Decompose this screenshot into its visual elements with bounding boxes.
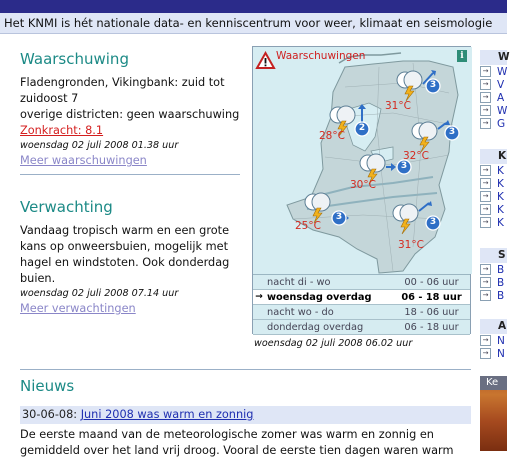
period-row[interactable] [253, 320, 470, 335]
temperature-label: 31°C [385, 100, 411, 112]
divider [20, 369, 471, 370]
sidebar-section [480, 149, 507, 229]
arrow-box-icon: → [480, 178, 491, 189]
wind-force-label: 3 [335, 212, 343, 222]
map-timestamp: woensdag 02 juli 2008 06.02 uur [254, 338, 413, 349]
warning-triangle-icon [256, 52, 275, 69]
temperature-label: 28°C [319, 130, 345, 142]
temperature-label: 25°C [295, 220, 321, 232]
arrow-box-icon: → [480, 217, 491, 228]
warnings-heading: Waarschuwing [20, 50, 129, 68]
top-bar [0, 0, 507, 13]
warnings-other: overige districten: geen waarschuwing [20, 108, 240, 121]
period-row[interactable] [253, 275, 470, 290]
warnings-text: Fladengronden, Vikingbank: zuid tot zuidoost 7 [20, 76, 225, 105]
period-time: 18 - 06 uur [404, 306, 459, 318]
sidebar-link[interactable]: → G [480, 117, 507, 130]
wind-force-label: 3 [429, 80, 437, 90]
temperature-label: 32°C [403, 150, 429, 162]
period-name: donderdag overdag [267, 321, 364, 333]
arrow-box-icon: → [480, 105, 491, 116]
arrow-box-icon: → [480, 79, 491, 90]
sidebar-link[interactable]: → A [480, 91, 507, 104]
sidebar-section [480, 248, 507, 302]
wind-force-label: 3 [429, 217, 437, 227]
sidebar-link[interactable]: → V [480, 78, 507, 91]
temperature-label: 31°C [398, 239, 424, 251]
sidebar-link[interactable]: → K [480, 177, 507, 190]
promo-caption: Ke [480, 376, 507, 390]
site-tagline: Het KNMI is hét nationale data- en kenniscentrum voor weer, klimaat en seismologie [0, 13, 507, 34]
news-date: 30-06-08: [22, 408, 78, 421]
arrow-box-icon: → [480, 264, 491, 275]
news-item-header [20, 406, 471, 424]
forecast-section [20, 198, 242, 317]
sidebar-link[interactable]: → N [480, 334, 507, 347]
thunderstorm-icon [393, 68, 451, 102]
arrow-box-icon: → [480, 348, 491, 359]
selected-arrow-icon: → [255, 292, 263, 302]
sidebar-promo-image[interactable] [480, 376, 507, 451]
wind-force-label: 2 [358, 123, 366, 133]
sidebar-link[interactable]: → W [480, 65, 507, 78]
forecast-period-list [253, 274, 470, 335]
more-forecasts-link[interactable]: Meer verwachtingen [20, 302, 136, 315]
news-link[interactable]: Juni 2008 was warm en zonnig [80, 408, 254, 421]
sidebar-heading: W [480, 50, 507, 65]
thunderstorm-icon [408, 119, 468, 153]
temperature-label: 30°C [350, 179, 376, 191]
sidebar-link[interactable]: → K [480, 216, 507, 229]
info-icon[interactable]: i [457, 50, 467, 62]
period-time: 00 - 06 uur [404, 276, 459, 288]
map-warnings-label: Waarschuwingen [276, 50, 366, 62]
warnings-timestamp: woensdag 02 juli 2008 01.38 uur [20, 140, 179, 151]
sidebar-heading: S [480, 248, 507, 263]
period-name: nacht wo - do [267, 306, 334, 318]
period-name: woensdag overdag [267, 291, 372, 303]
news-heading: Nieuws [20, 377, 75, 395]
sidebar-section [480, 319, 507, 360]
sidebar-section [480, 50, 510, 130]
arrow-box-icon: → [480, 165, 491, 176]
sidebar-heading: K [480, 149, 507, 164]
sidebar-link[interactable]: → W [480, 104, 507, 117]
period-name: nacht di - wo [267, 276, 331, 288]
sidebar-link[interactable]: → B [480, 263, 507, 276]
sidebar-link[interactable]: → K [480, 190, 507, 203]
arrow-box-icon: → [480, 290, 491, 301]
forecast-timestamp: woensdag 02 juli 2008 07.14 uur [20, 288, 179, 299]
arrow-box-icon: → [480, 191, 491, 202]
arrow-box-icon: → [480, 335, 491, 346]
sidebar-heading: A [480, 319, 507, 334]
uv-alert-link[interactable]: Zonkracht: 8.1 [20, 124, 104, 137]
sidebar-link[interactable]: → K [480, 203, 507, 216]
period-time: 06 - 18 uur [404, 321, 459, 333]
divider [20, 174, 240, 175]
sidebar-link[interactable]: → K [480, 164, 507, 177]
wind-force-label: 3 [400, 161, 408, 171]
sidebar-link[interactable]: → B [480, 276, 507, 289]
sidebar-link[interactable]: → B [480, 289, 507, 302]
arrow-box-icon: → [480, 118, 491, 129]
news-text: De eerste maand van de meteorologische zomer was warm en zonnig en gemiddeld over het land vrij droog. Vooral de eerste tien dagen waren warm [20, 428, 454, 457]
arrow-box-icon: → [480, 92, 491, 103]
arrow-box-icon: → [480, 277, 491, 288]
period-time: 06 - 18 uur [401, 291, 462, 303]
arrow-box-icon: → [480, 66, 491, 77]
period-row-selected[interactable] [253, 290, 470, 305]
thunderstorm-icon [389, 201, 451, 235]
wind-force-label: 3 [448, 127, 456, 137]
sidebar-link[interactable]: → N [480, 347, 507, 360]
forecast-text: Vandaag tropisch warm en een grote kans op onweersbuien, mogelijk met hagel en windstoten. Ook donderdag buien. [20, 224, 230, 285]
arrow-box-icon: → [480, 204, 491, 215]
more-warnings-link[interactable]: Meer waarschuwingen [20, 154, 147, 167]
warnings-map[interactable] [252, 46, 471, 334]
period-row[interactable] [253, 305, 470, 320]
warnings-section [20, 50, 242, 169]
forecast-heading: Verwachting [20, 198, 113, 216]
